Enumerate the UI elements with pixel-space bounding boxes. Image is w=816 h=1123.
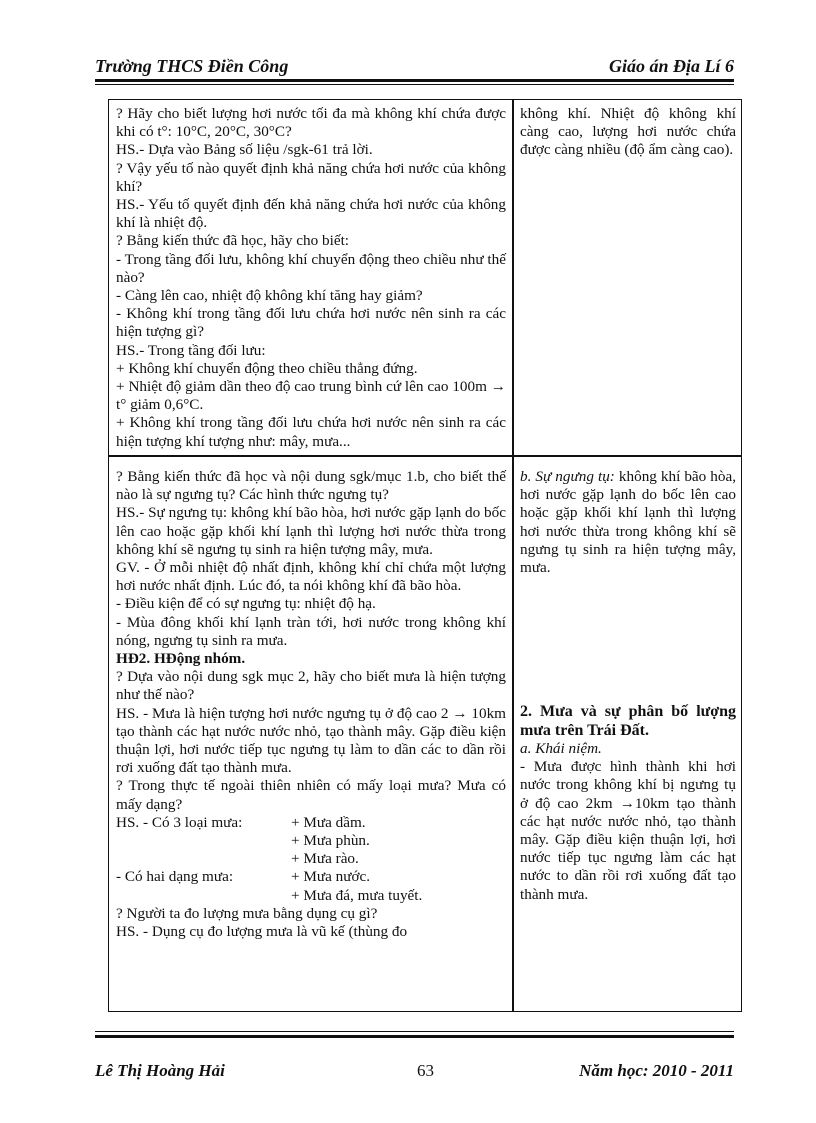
- row-divider: [109, 455, 741, 457]
- paragraph: GV. - Ở mỗi nhiệt độ nhất định, không khí chỉ chứa một lượng hơi nước nhất định. Lúc đó, ta nói không khí đã bão hòa.: [116, 559, 506, 595]
- activity-title: HĐ2. HĐộng nhóm.: [116, 650, 246, 668]
- row2-right-cell: [520, 468, 736, 577]
- rain-forms-intro: - Có hai dạng mưa:: [116, 868, 234, 886]
- rain-types-intro: HS. - Có 3 loại mưa:: [116, 813, 243, 831]
- footer-rule-thin: [95, 1031, 734, 1032]
- paragraph: - Càng lên cao, nhiệt độ không khí tăng hay giảm?: [116, 287, 423, 305]
- footer-rule-thick: [95, 1035, 734, 1038]
- lesson-table: [108, 99, 742, 1012]
- paragraph: HS. - Mưa là hiện tượng hơi nước ngưng tụ ở độ cao 2 → 10km tạo thành các hạt nước nước nhỏ, tạo thành mây. Gặp điều kiện thuận lợi, hơi nước tiếp tục ngưng tụ làm to dần các to dần rồi rơi xuống đất tạo thành mưa.: [116, 704, 506, 777]
- paragraph: ? Bằng kiến thức đã học, hãy cho biết:: [116, 232, 350, 250]
- paragraph: ? Trong thực tế ngoài thiên nhiên có mấy loại mưa? Mưa có mấy dạng?: [116, 777, 506, 813]
- school-year: Năm học: 2010 - 2011: [579, 1061, 734, 1080]
- rain-type-item: + Mưa rào.: [291, 850, 359, 868]
- paragraph: - Không khí trong tầng đối lưu chứa hơi nước nên sinh ra các hiện tượng gì?: [116, 305, 506, 341]
- column-divider: [512, 100, 514, 1011]
- paragraph: ? Người ta đo lượng mưa bằng dụng cụ gì?: [116, 904, 378, 922]
- concept-title: a. Khái niệm.: [520, 740, 602, 757]
- paragraph: + Không khí chuyển động theo chiều thẳng đứng.: [116, 359, 418, 377]
- rain-forms-line: [116, 868, 506, 886]
- page-footer: [95, 1055, 734, 1085]
- paragraph: + Nhiệt độ giảm dần theo độ cao trung bình cứ lên cao 100m → t° giảm 0,6°C.: [116, 378, 506, 414]
- paragraph: - Trong tầng đối lưu, không khí chuyển động theo chiều như thế nào?: [116, 250, 506, 286]
- paragraph: HS.- Dựa vào Bảng số liệu /sgk-61 trả lời.: [116, 141, 373, 159]
- rain-type-item: + Mưa phùn.: [291, 832, 370, 850]
- page-number: 63: [417, 1061, 434, 1080]
- rain-type-item: + Mưa dầm.: [291, 813, 366, 831]
- paragraph: không khí. Nhiệt độ không khí càng cao, lượng hơi nước chứa được càng nhiều (độ ẩm càng cao).: [520, 105, 736, 159]
- paragraph: - Điều kiện để có sự ngưng tụ: nhiệt độ hạ.: [116, 595, 376, 613]
- condensation-text: không khí bão hòa, hơi nước gặp lạnh do bốc lên cao hoặc gặp khối khí lạnh thì lượng hơi nước thừa trong không khí sẽ ngưng tụ sinh ra hiện tượng mây, mưa.: [520, 468, 737, 577]
- school-name: Trường THCS Điền Công: [95, 56, 289, 76]
- paragraph: HS.- Trong tầng đối lưu:: [116, 341, 266, 359]
- page-header: [95, 52, 734, 82]
- paragraph: HS.- Yếu tố quyết định đến khả năng chứa hơi nước của không khí là nhiệt độ.: [116, 196, 506, 232]
- rain-section-cell: [520, 702, 736, 904]
- paragraph: + Không khí trong tầng đối lưu chứa hơi nước nên sinh ra các hiện tượng khí tượng như: mây, mưa...: [116, 414, 506, 450]
- rain-types-line: [116, 814, 506, 832]
- header-rule-thin: [95, 84, 734, 85]
- subject-title: Giáo án Địa Lí 6: [608, 56, 734, 76]
- rain-form-item: + Mưa nước.: [291, 868, 371, 886]
- paragraph: ? Bằng kiến thức đã học và nội dung sgk/mục 1.b, cho biết thế nào là sự ngưng tụ? Các hình thức ngưng tụ?: [116, 468, 506, 504]
- concept-text: - Mưa được hình thành khi hơi nước trong không khí bị ngưng tụ ở độ cao 2km →10km tạo thành các hạt nước nước nhỏ, tạo thành mây. Gặp điều kiện thuận lợi, hơi nước tiếp tục ngưng làm các hạt nước to dần rồi rơi xuống đất tạo thành mưa.: [520, 758, 736, 903]
- paragraph: ? Vậy yếu tố nào quyết định khả năng chứa hơi nước của không khí?: [116, 159, 506, 195]
- condensation-title: b. Sự ngưng tụ:: [520, 468, 615, 485]
- paragraph: HS. - Dụng cụ đo lượng mưa là vũ kế (thùng đo: [116, 923, 408, 941]
- paragraph: - Mùa đông khối khí lạnh tràn tới, hơi nước trong không khí nóng, ngưng tụ sinh ra mưa.: [116, 613, 506, 649]
- paragraph: ? Dựa vào nội dung sgk mục 2, hãy cho biết mưa là hiện tượng như thế nào?: [116, 668, 506, 704]
- paragraph: ? Hãy cho biết lượng hơi nước tối đa mà không khí chứa được khi có t°: 10°C, 20°C, 30°C?: [116, 105, 506, 141]
- row1-left-cell: [116, 105, 506, 451]
- condensation-block: [520, 468, 736, 577]
- row2-left-cell: [116, 468, 506, 941]
- row1-right-cell: [520, 105, 736, 160]
- header-rule-thick: [95, 79, 734, 82]
- rain-heading: 2. Mưa và sự phân bố lượng mưa trên Trái Đất.: [520, 703, 736, 739]
- teacher-name: Lê Thị Hoàng Hải: [95, 1061, 225, 1080]
- rain-form-item: + Mưa đá, mưa tuyết.: [291, 886, 423, 904]
- paragraph: HS.- Sự ngưng tụ: không khí bão hòa, hơi nước gặp lạnh do bốc lên cao hoặc gặp khối khí lạnh thì lượng hơi nước thừa trong không khí sẽ ngưng tụ sinh ra hiện tượng mây, mưa.: [116, 504, 506, 558]
